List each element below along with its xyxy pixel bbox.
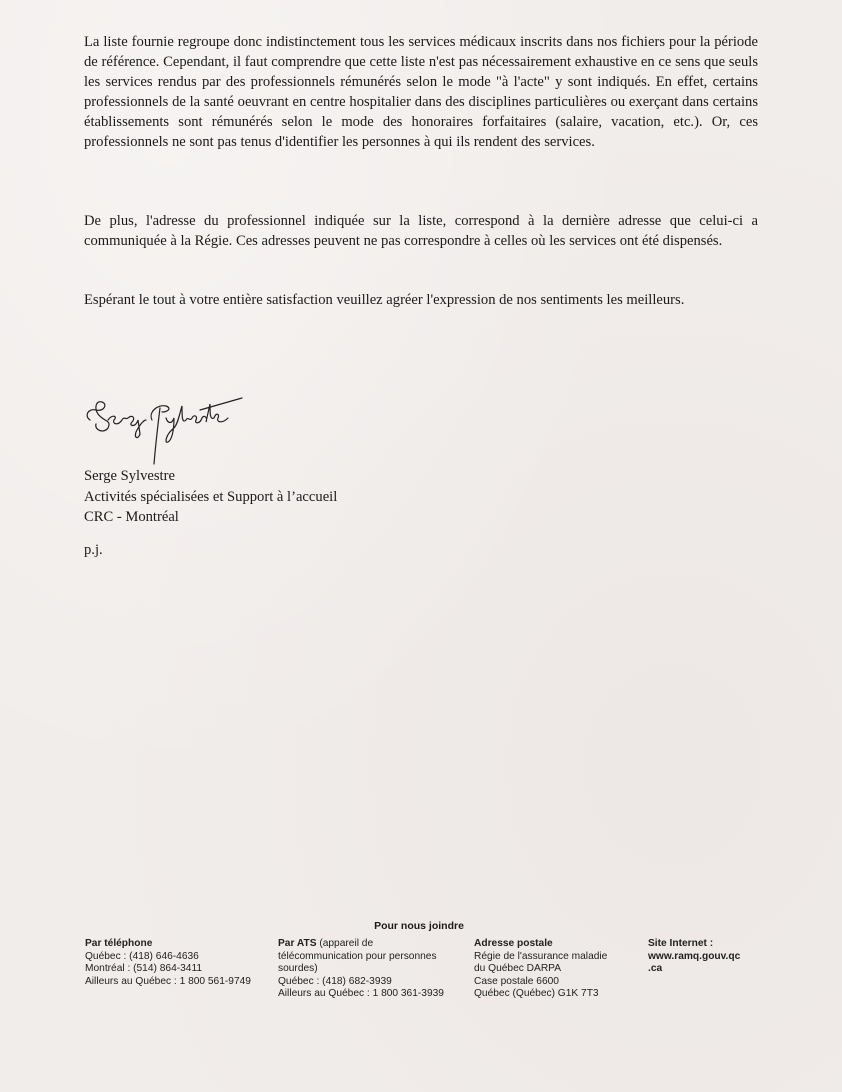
phone-elsewhere: Ailleurs au Québec : 1 800 561-9749 [85,975,251,987]
ats-elsewhere: Ailleurs au Québec : 1 800 361-3939 [278,988,444,1000]
signatory-name: Serge Sylvestre [84,468,175,484]
paragraph-address-note: De plus, l'adresse du professionnel indiquée sur la liste, correspond à la dernière adresse que celui-ci a communiquée à la Régie. Ces adresses peuvent ne pas correspondre à celles où les services ont été dispensés. [84,213,758,249]
phone-quebec: Québec : (418) 646-4636 [85,950,199,962]
postal-line-4: Québec (Québec) G1K 7T3 [474,988,599,1000]
paragraph-list-description: La liste fournie regroupe donc indistinctement tous les services médicaux inscrits dans nos fichiers pour la période de référence. Cependant, il faut comprendre que cette liste n'est pas nécessairement exhaustive en ce sens que seuls les services rendus par des professionnels rémunérés selon le mode "à l'acte" y sont indiqués. En effet, certains professionnels de la santé oeuvrant en centre hospitalier dans des disciplines particulières ou exerçant dans certains établissements sont rémunérés selon le mode des honoraires forfaitaires (salaire, vacation, etc.). Or, ces professionnels ne sont pas tenus d'identifier les personnes à qui ils rendent des services. [84,34,758,150]
ats-note-line-2: télécommunication pour personnes [278,950,437,962]
web-heading: Site Internet : [648,938,714,949]
footer-postal-section [474,938,644,1001]
postal-line-1: Régie de l'assurance maladie [474,950,608,962]
phone-montreal: Montréal : (514) 864-3411 [85,963,203,975]
footer-title: Pour nous joindre [374,920,464,932]
signature-block [84,466,337,528]
enclosure-note: p.j. [84,542,103,558]
ats-note-line-3: sourdes) [278,963,318,975]
postal-heading: Adresse postale [474,938,553,949]
ats-quebec: Québec : (418) 682-3939 [278,975,392,987]
ats-heading-note: (appareil de [316,938,374,949]
footer-ats-section [278,938,468,1001]
footer-phone-section [85,938,275,988]
signatory-title: Activités spécialisées et Support à l’accueil [84,488,338,505]
website-link-part-1[interactable]: www.ramq.gouv.qc [648,950,741,962]
postal-line-2: du Québec DARPA [474,963,562,975]
footer-web-section [648,938,768,976]
handwritten-signature [82,390,252,470]
ats-heading: Par ATS [278,938,317,949]
postal-line-3: Case postale 6600 [474,975,559,987]
signatory-office: CRC - Montréal [84,509,179,525]
paragraph-closing: Espérant le tout à votre entière satisfaction veuillez agréer l'expression de nos sentiments les meilleurs. [84,292,685,308]
phone-heading: Par téléphone [85,938,153,949]
website-link-part-2[interactable]: .ca [648,963,663,975]
